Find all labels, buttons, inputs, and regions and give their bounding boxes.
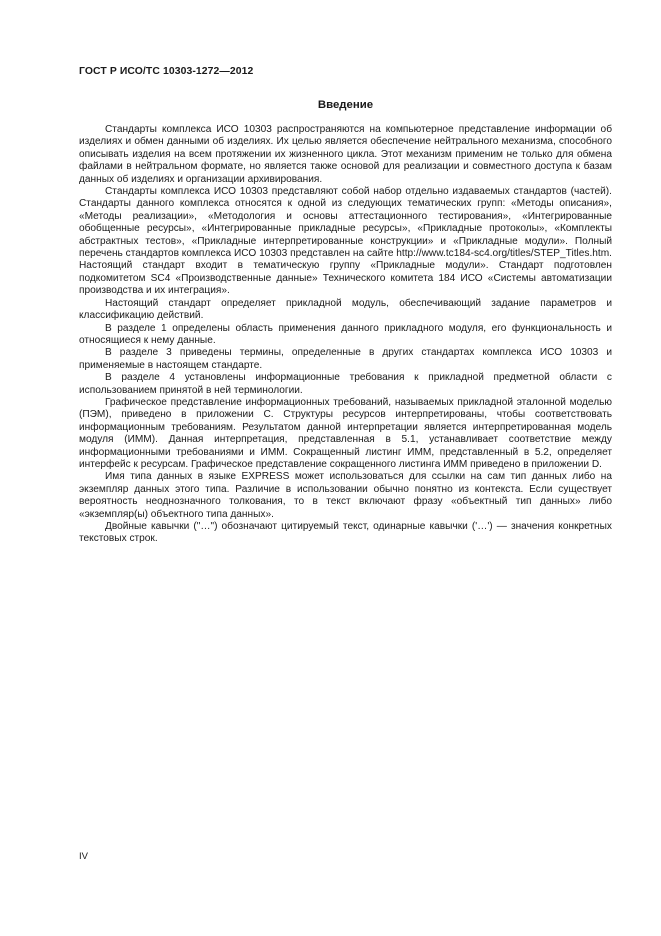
- page-number: IV: [79, 851, 88, 862]
- section-title: Введение: [317, 99, 374, 111]
- paragraph: Стандарты комплекса ИСО 10303 распространяются на компьютерное представление информации об изделиях и обмен данными об изделиях. Их целью является обеспечение нейтрального механизма, способного описывать изделия на всем протяжении их жизненного цикла. Этот механизм применим не только для обмена файлами в нейтральном формате, но является также основой для реализации и совместного доступа к базам данных об изделиях и организации архивирования.: [79, 124, 612, 185]
- paragraph: Графическое представление информационных требований, называемых прикладной эталонной моделью (ПЭМ), приведено в приложении С. Структуры ресурсов интерпретированы, чтобы соответствовать информационным требованиям. Результатом данной интерпретации является интерпретированная модель модуля (ИММ). Данная интерпретация, представленная в 5.1, устанавливает соответствие между информационными требованиями и ИММ. Сокращенный листинг ИММ, представленный в 5.2, определяет интерфейс к ресурсам. Графическое представление сокращенного листинга ИММ приведено в приложении D.: [79, 396, 612, 470]
- paragraph: Стандарты комплекса ИСО 10303 представляют собой набор отдельно издаваемых стандартов (частей). Стандарты данного комплекса относятся к одной из следующих тематических групп: «Методы описания», «Методы реализации», «Методология и основы аттестационного тестирования», «Интегрированные обобщенные ресурсы», «Интегрированные прикладные ресурсы», «Прикладные протоколы», «Комплекты абстрактных тестов», «Прикладные интерпретированные конструкции» и «Прикладные модули». Полный перечень стандартов комплекса ИСО 10303 представлен на сайте http://www.tc184-sc4.org/titles/STEP_Titles.htm. Настоящий стандарт входит в тематическую группу «Прикладные модули». Стандарт подготовлен подкомитетом SC4 «Производственные данные» Технического комитета 184 ИСО «Системы автоматизации производства и их интеграция».: [79, 186, 612, 297]
- introduction-body: [79, 124, 612, 546]
- paragraph: Имя типа данных в языке EXPRESS может использоваться для ссылки на сам тип данных либо на экземпляр данных этого типа. Различие в использовании обычно понятно из контекста. Если существует вероятность неоднозначного толкования, то в текст включают фразу «объектный тип данных» либо «экземпляр(ы) объектного типа данных».: [79, 471, 612, 520]
- paragraph: В разделе 1 определены область применения данного прикладного модуля, его функциональность и относящиеся к нему данные.: [79, 322, 612, 346]
- standard-designation: ГОСТ Р ИСО/ТС 10303-1272—2012: [79, 66, 254, 77]
- paragraph: Двойные кавычки ("…") обозначают цитируемый текст, одинарные кавычки ('…') — значения конкретных текстовых строк.: [79, 521, 612, 545]
- paragraph: В разделе 3 приведены термины, определенные в других стандартах комплекса ИСО 10303 и применяемые в настоящем стандарте.: [79, 347, 612, 371]
- paragraph: В разделе 4 установлены информационные требования к прикладной предметной области с использованием принятой в ней терминологии.: [79, 372, 612, 396]
- paragraph: Настоящий стандарт определяет прикладной модуль, обеспечивающий задание параметров и классификацию действий.: [79, 297, 612, 322]
